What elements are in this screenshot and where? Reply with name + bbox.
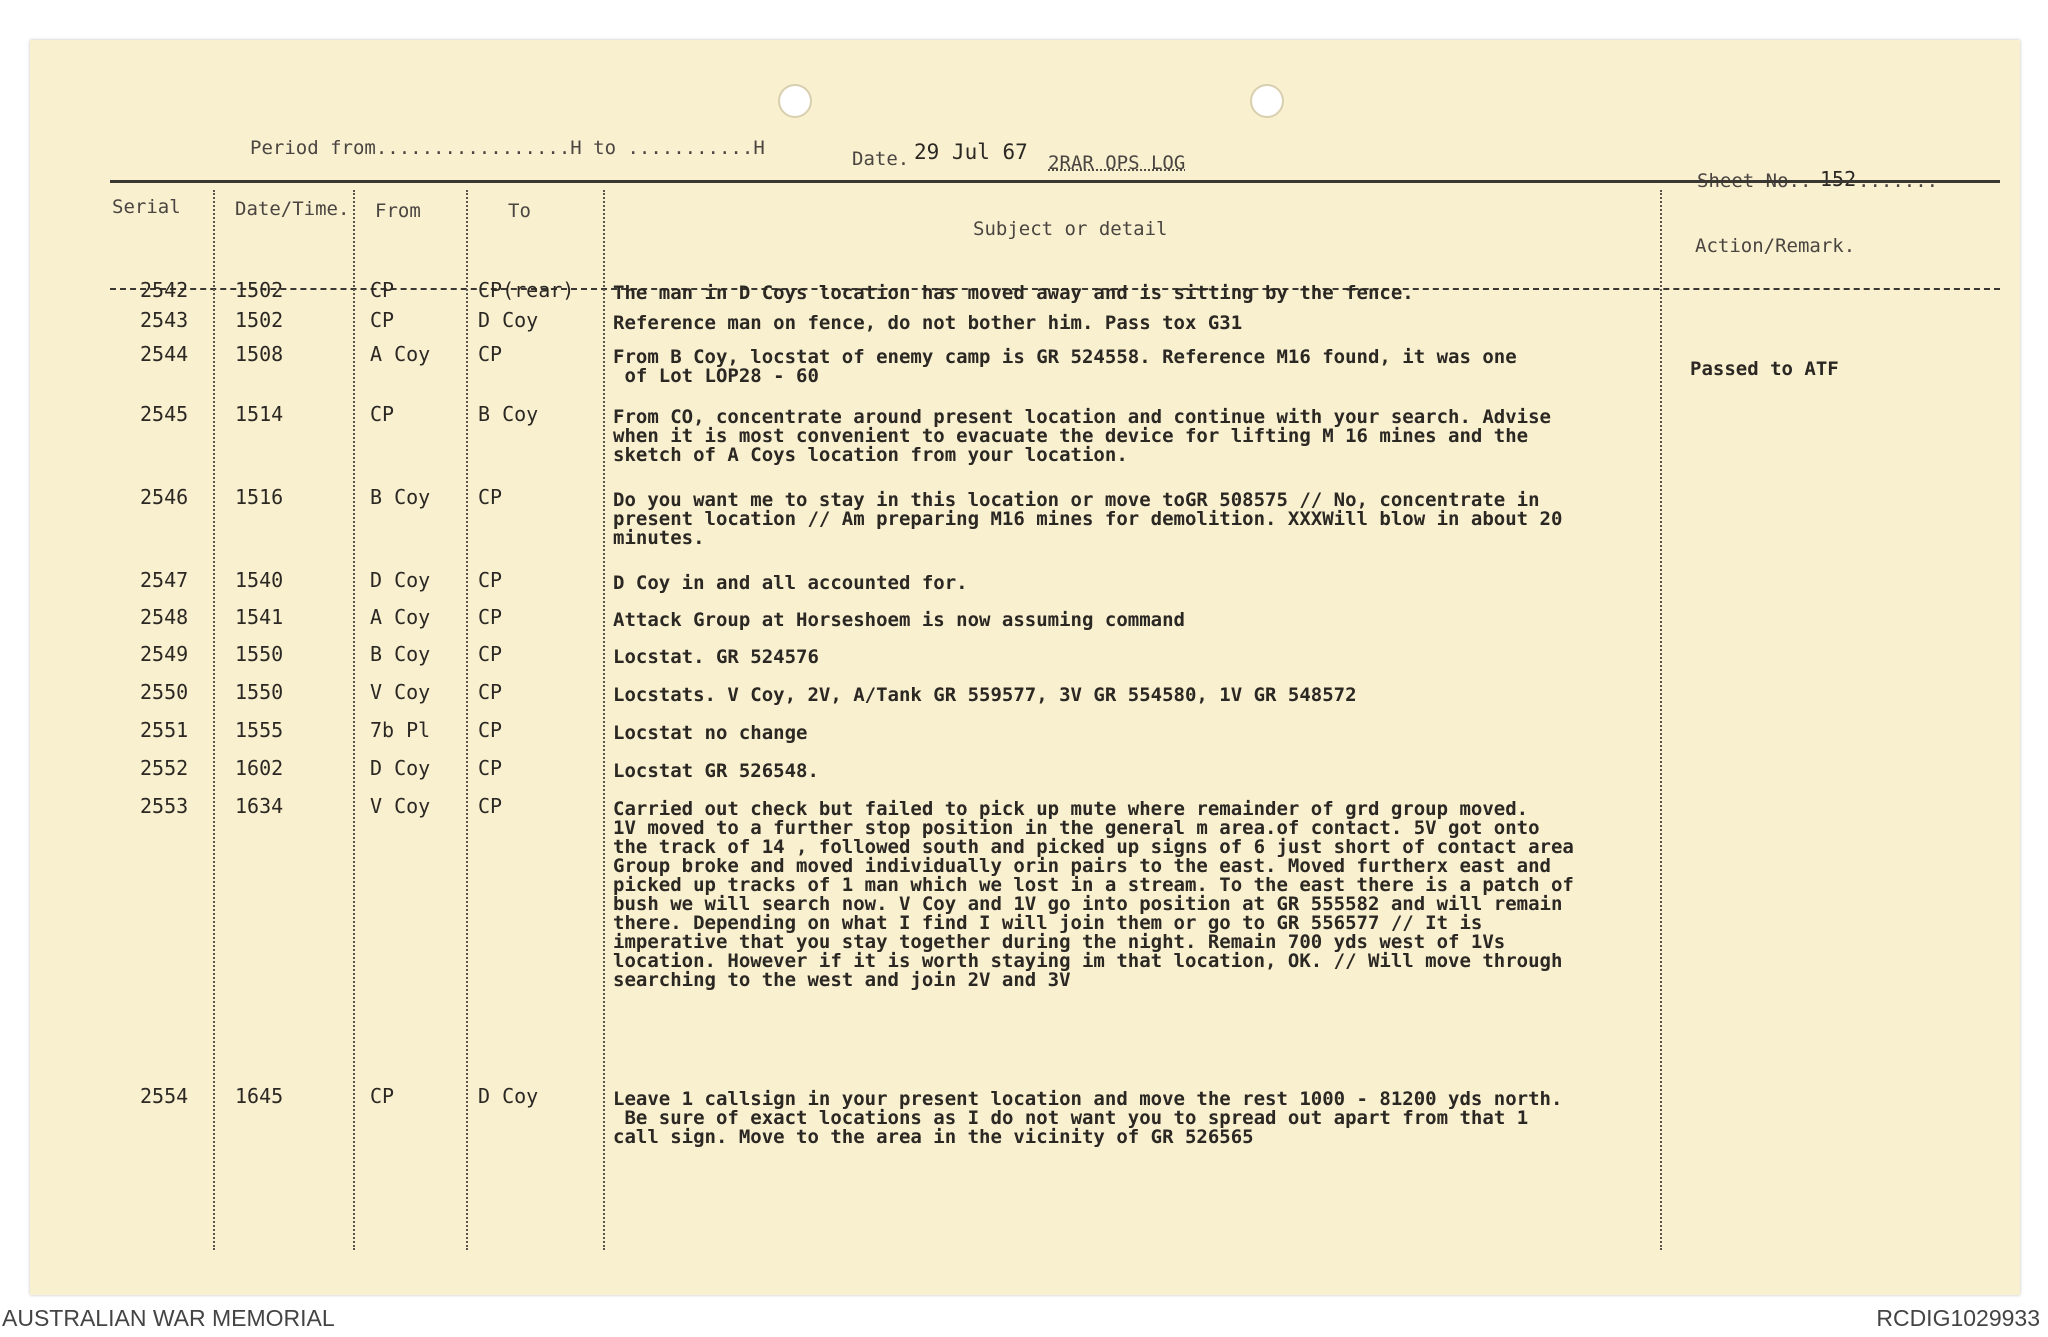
entry-time: 1508 <box>235 342 284 366</box>
log-entry <box>30 1084 2020 1148</box>
log-entry <box>30 605 2020 635</box>
entry-time: 1634 <box>235 794 284 818</box>
footer-right: RCDIG1029933 <box>1876 1305 2040 1331</box>
entry-to: CP <box>478 605 503 629</box>
entry-to: CP(rear) <box>478 278 575 302</box>
entry-time: 1502 <box>235 308 284 332</box>
log-entry <box>30 308 2020 338</box>
entry-serial: 2550 <box>140 680 189 704</box>
entry-time: 1541 <box>235 605 284 629</box>
log-entry <box>30 485 2020 549</box>
entry-detail: Leave 1 callsign in your present location and move the rest 1000 - 81200 yds north. Be sure of exact locations as I do not want you to spread out apart from that 1 call sign. Move to the area in the vicinity of GR 526565 <box>613 1088 1563 1148</box>
log-entry <box>30 402 2020 466</box>
entry-from: D Coy <box>370 756 431 780</box>
col-header-to: To <box>508 200 531 222</box>
date-value: 29 Jul 67 <box>914 140 1028 164</box>
entry-detail: Locstat. GR 524576 <box>613 646 819 668</box>
entry-detail: Reference man on fence, do not bother him. Pass tox G31 <box>613 312 1243 334</box>
entry-serial: 2552 <box>140 756 189 780</box>
entry-detail: Locstat GR 526548. <box>613 760 819 782</box>
entry-to: CP <box>478 718 503 742</box>
entry-to: D Coy <box>478 1084 539 1108</box>
log-entry <box>30 794 2020 991</box>
entry-serial: 2548 <box>140 605 189 629</box>
entry-to: D Coy <box>478 308 539 332</box>
sheet-dots: ....... <box>1858 170 1939 192</box>
log-entry <box>30 278 2020 308</box>
entry-serial: 2547 <box>140 568 189 592</box>
col-header-time: Date/Time. <box>235 198 350 220</box>
entry-serial: 2549 <box>140 642 189 666</box>
entry-from: A Coy <box>370 605 431 629</box>
entry-serial: 2546 <box>140 485 189 509</box>
entry-time: 1555 <box>235 718 284 742</box>
entry-from: CP <box>370 402 395 426</box>
entry-to: CP <box>478 680 503 704</box>
log-entry <box>30 680 2020 710</box>
entry-to: B Coy <box>478 402 539 426</box>
entry-time: 1645 <box>235 1084 284 1108</box>
entry-serial: 2544 <box>140 342 189 366</box>
entry-serial: 2542 <box>140 278 189 302</box>
log-entry <box>30 642 2020 672</box>
log-sheet <box>30 40 2020 1295</box>
entry-to: CP <box>478 756 503 780</box>
entry-from: V Coy <box>370 680 431 704</box>
col-header-detail: Subject or detail <box>973 218 1168 240</box>
log-title: 2RAR OPS LOG <box>1048 152 1186 174</box>
log-entry <box>30 756 2020 786</box>
entry-from: D Coy <box>370 568 431 592</box>
entry-from: CP <box>370 308 395 332</box>
sheet-value: 152 <box>1820 167 1857 191</box>
punch-hole-right <box>1250 84 1284 118</box>
col-header-remark: Action/Remark. <box>1695 235 1856 257</box>
col-header-from: From <box>375 200 421 222</box>
entry-serial: 2545 <box>140 402 189 426</box>
log-entry <box>30 342 2020 387</box>
entry-from: 7b Pl <box>370 718 431 742</box>
entry-to: CP <box>478 568 503 592</box>
footer-left: AUSTRALIAN WAR MEMORIAL <box>2 1305 335 1331</box>
entry-serial: 2553 <box>140 794 189 818</box>
entry-detail: Attack Group at Horseshoem is now assuming command <box>613 609 1185 631</box>
entry-from: V Coy <box>370 794 431 818</box>
header-rule-top <box>110 180 2000 183</box>
entry-detail: Locstats. V Coy, 2V, A/Tank GR 559577, 3V GR 554580, 1V GR 548572 <box>613 684 1357 706</box>
entry-serial: 2554 <box>140 1084 189 1108</box>
entry-serial: 2543 <box>140 308 189 332</box>
log-entry <box>30 568 2020 598</box>
entry-from: CP <box>370 278 395 302</box>
entry-detail: From B Coy, locstat of enemy camp is GR 524558. Reference M16 found, it was one of Lot LOP28 - 60 <box>613 346 1517 387</box>
log-entry <box>30 718 2020 748</box>
entry-time: 1550 <box>235 680 284 704</box>
col-header-serial: Serial <box>112 196 181 218</box>
entry-detail: From CO, concentrate around present location and continue with your search. Advise when it is most convenient to evacuate the device for lifting M 16 mines and the sketch of A Coys location from your location. <box>613 406 1551 466</box>
entry-to: CP <box>478 342 503 366</box>
entry-detail: Do you want me to stay in this location or move toGR 508575 // No, concentrate in present location // Am preparing M16 mines for demolition. XXXWill blow in about 20 minutes. <box>613 489 1563 549</box>
entry-time: 1516 <box>235 485 284 509</box>
entry-to: CP <box>478 794 503 818</box>
entry-detail: Locstat no change <box>613 722 808 744</box>
sheet-label: Sheet No.. <box>1697 170 1812 192</box>
entry-time: 1514 <box>235 402 284 426</box>
entry-detail: D Coy in and all accounted for. <box>613 572 968 594</box>
period-label: Period from.................H to ...........H <box>250 137 765 159</box>
entry-from: B Coy <box>370 642 431 666</box>
entry-remark: Passed to ATF <box>1690 358 1839 380</box>
entry-to: CP <box>478 485 503 509</box>
entry-time: 1540 <box>235 568 284 592</box>
entry-time: 1502 <box>235 278 284 302</box>
entry-from: A Coy <box>370 342 431 366</box>
entry-from: B Coy <box>370 485 431 509</box>
entry-time: 1550 <box>235 642 284 666</box>
entry-detail: The man in D Coys location has moved away and is sitting by the fence. <box>613 282 1414 304</box>
entry-detail: Carried out check but failed to pick up mute where remainder of grd group moved. 1V moved to a further stop position in the general m area.of contact. 5V got onto the track of 14 , followed south and picked up signs of 6 just short of contact area Group broke and moved individually orin pairs to the east. Moved furtherx east and picked up tracks of 1 man which we lost in a stream. To the east there is a patch of bush we will search now. V Coy and 1V go into position at GR 555582 and will remain there. Depending on what I find I will join them or go to GR 556577 // It is imperative that you stay together during the night. Remain 700 yds west of 1Vs location. However if it is worth staying im that location, OK. // Will move through searching to the west and join 2V and 3V <box>613 798 1574 991</box>
entry-time: 1602 <box>235 756 284 780</box>
entry-from: CP <box>370 1084 395 1108</box>
entry-to: CP <box>478 642 503 666</box>
entry-serial: 2551 <box>140 718 189 742</box>
date-label: Date. <box>852 148 910 170</box>
punch-hole-left <box>778 84 812 118</box>
